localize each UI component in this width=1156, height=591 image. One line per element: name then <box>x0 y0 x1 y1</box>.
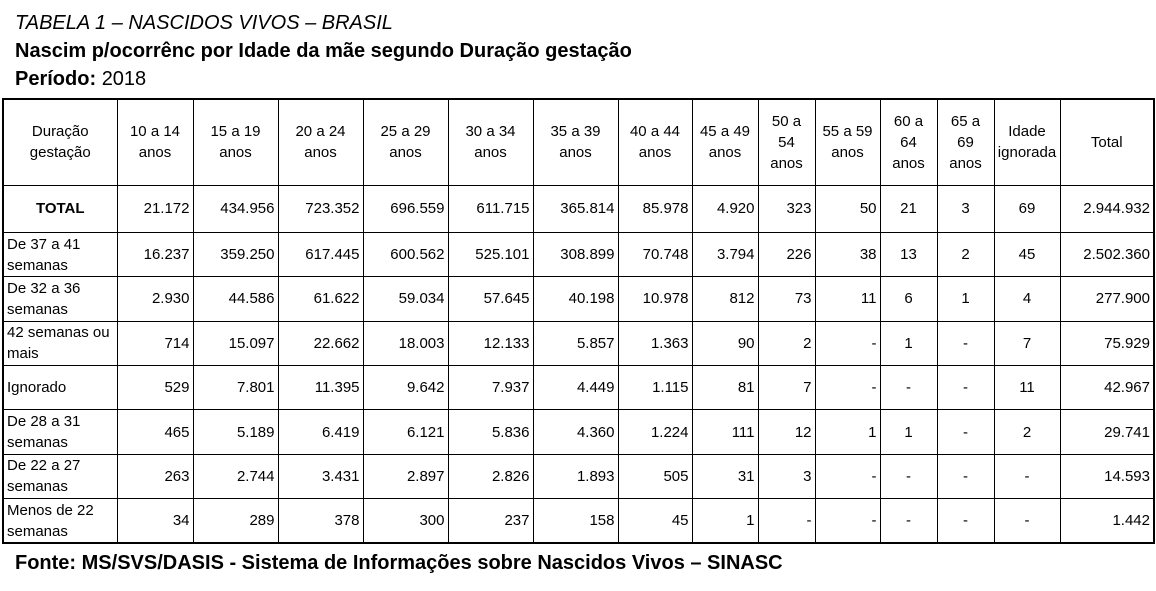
data-cell: 2.744 <box>193 454 278 498</box>
data-cell: 1 <box>692 499 758 543</box>
data-cell: 85.978 <box>618 185 692 232</box>
row-label: TOTAL <box>3 185 117 232</box>
data-cell: 42.967 <box>1060 365 1154 409</box>
data-cell: 308.899 <box>533 232 618 276</box>
data-cell: 378 <box>278 499 363 543</box>
data-cell: 5.857 <box>533 321 618 365</box>
data-cell: 2 <box>937 232 994 276</box>
data-cell: 4 <box>994 277 1060 321</box>
data-cell: 434.956 <box>193 185 278 232</box>
data-cell: 73 <box>758 277 815 321</box>
col-header: 35 a 39 anos <box>533 99 618 185</box>
data-cell: 40.198 <box>533 277 618 321</box>
table-row <box>3 410 1154 454</box>
data-cell: 7 <box>758 365 815 409</box>
data-cell: 1.893 <box>533 454 618 498</box>
data-cell: 59.034 <box>363 277 448 321</box>
data-cell: 4.360 <box>533 410 618 454</box>
data-cell: - <box>937 410 994 454</box>
col-header: Idade ignorada <box>994 99 1060 185</box>
data-cell: 5.836 <box>448 410 533 454</box>
col-header: 25 a 29 anos <box>363 99 448 185</box>
source-note: Fonte: MS/SVS/DASIS - Sistema de Informações sobre Nascidos Vivos – SINASC <box>15 552 783 574</box>
data-cell: 1 <box>880 321 937 365</box>
data-cell: 90 <box>692 321 758 365</box>
data-cell: 57.645 <box>448 277 533 321</box>
data-cell: 2.897 <box>363 454 448 498</box>
data-cell: 529 <box>117 365 193 409</box>
data-cell: 70.748 <box>618 232 692 276</box>
data-cell: 11 <box>994 365 1060 409</box>
header-row <box>3 99 1154 185</box>
data-cell: - <box>880 499 937 543</box>
data-cell: 7.937 <box>448 365 533 409</box>
data-cell: 31 <box>692 454 758 498</box>
data-cell: - <box>880 365 937 409</box>
col-header: 30 a 34 anos <box>448 99 533 185</box>
data-cell: 525.101 <box>448 232 533 276</box>
data-cell: 3 <box>758 454 815 498</box>
data-cell: 12.133 <box>448 321 533 365</box>
row-label: Menos de 22 semanas <box>3 499 117 543</box>
data-cell: 4.449 <box>533 365 618 409</box>
data-cell: 45 <box>994 232 1060 276</box>
table-body <box>3 185 1154 543</box>
data-cell: 6.419 <box>278 410 363 454</box>
data-cell: 323 <box>758 185 815 232</box>
row-label: 42 semanas ou mais <box>3 321 117 365</box>
data-cell: 696.559 <box>363 185 448 232</box>
data-cell: 237 <box>448 499 533 543</box>
table-row <box>3 232 1154 276</box>
table-row <box>3 365 1154 409</box>
data-cell: 69 <box>994 185 1060 232</box>
data-cell: - <box>937 321 994 365</box>
data-cell: 263 <box>117 454 193 498</box>
data-cell: - <box>994 454 1060 498</box>
data-cell: 1 <box>937 277 994 321</box>
data-cell: 359.250 <box>193 232 278 276</box>
data-cell: 1.115 <box>618 365 692 409</box>
data-cell: - <box>815 365 880 409</box>
data-cell: 81 <box>692 365 758 409</box>
data-cell: - <box>815 321 880 365</box>
births-table <box>2 98 1155 544</box>
data-cell: 6 <box>880 277 937 321</box>
table-row <box>3 499 1154 543</box>
col-header: 50 a 54 anos <box>758 99 815 185</box>
data-cell: 611.715 <box>448 185 533 232</box>
col-header: 45 a 49 anos <box>692 99 758 185</box>
data-cell: - <box>994 499 1060 543</box>
data-cell: 1 <box>880 410 937 454</box>
data-cell: 4.920 <box>692 185 758 232</box>
row-label: De 28 a 31 semanas <box>3 410 117 454</box>
data-cell: 9.642 <box>363 365 448 409</box>
data-cell: - <box>880 454 937 498</box>
data-cell: 723.352 <box>278 185 363 232</box>
data-cell: 38 <box>815 232 880 276</box>
col-header: 65 a 69 anos <box>937 99 994 185</box>
data-cell: 2 <box>994 410 1060 454</box>
data-cell: 277.900 <box>1060 277 1154 321</box>
col-header: Duração gestação <box>3 99 117 185</box>
data-cell: 2.944.932 <box>1060 185 1154 232</box>
data-cell: - <box>758 499 815 543</box>
data-cell: 1.442 <box>1060 499 1154 543</box>
data-cell: 3.794 <box>692 232 758 276</box>
data-cell: 44.586 <box>193 277 278 321</box>
col-header: 60 a 64 anos <box>880 99 937 185</box>
data-cell: 15.097 <box>193 321 278 365</box>
data-cell: 2.930 <box>117 277 193 321</box>
data-cell: 465 <box>117 410 193 454</box>
table-title: TABELA 1 – NASCIDOS VIVOS – BRASIL <box>15 12 393 34</box>
table-subtitle: Nascim p/ocorrênc por Idade da mãe segundo Duração gestação <box>15 40 632 62</box>
data-cell: 2 <box>758 321 815 365</box>
data-cell: 11 <box>815 277 880 321</box>
data-cell: 14.593 <box>1060 454 1154 498</box>
table-row <box>3 454 1154 498</box>
data-cell: 50 <box>815 185 880 232</box>
data-cell: 75.929 <box>1060 321 1154 365</box>
data-cell: 29.741 <box>1060 410 1154 454</box>
data-cell: 714 <box>117 321 193 365</box>
data-cell: 7 <box>994 321 1060 365</box>
col-header: 20 a 24 anos <box>278 99 363 185</box>
col-header: Total <box>1060 99 1154 185</box>
data-cell: 1.363 <box>618 321 692 365</box>
col-header: 40 a 44 anos <box>618 99 692 185</box>
data-cell: - <box>815 499 880 543</box>
data-cell: 7.801 <box>193 365 278 409</box>
data-cell: - <box>937 499 994 543</box>
data-cell: 300 <box>363 499 448 543</box>
table-row <box>3 185 1154 232</box>
data-cell: 600.562 <box>363 232 448 276</box>
data-cell: 22.662 <box>278 321 363 365</box>
data-cell: 16.237 <box>117 232 193 276</box>
data-cell: 812 <box>692 277 758 321</box>
col-header: 15 a 19 anos <box>193 99 278 185</box>
row-label: De 37 a 41 semanas <box>3 232 117 276</box>
data-cell: 289 <box>193 499 278 543</box>
data-cell: 11.395 <box>278 365 363 409</box>
data-cell: - <box>937 454 994 498</box>
data-cell: 12 <box>758 410 815 454</box>
data-cell: 3.431 <box>278 454 363 498</box>
data-cell: 13 <box>880 232 937 276</box>
data-cell: 158 <box>533 499 618 543</box>
data-cell: 1 <box>815 410 880 454</box>
table-row <box>3 277 1154 321</box>
data-cell: 45 <box>618 499 692 543</box>
data-cell: 3 <box>937 185 994 232</box>
col-header: 55 a 59 anos <box>815 99 880 185</box>
period-label: Período: <box>15 68 97 90</box>
data-cell: 5.189 <box>193 410 278 454</box>
data-cell: 6.121 <box>363 410 448 454</box>
data-cell: 18.003 <box>363 321 448 365</box>
data-cell: 2.502.360 <box>1060 232 1154 276</box>
data-cell: 111 <box>692 410 758 454</box>
data-cell: 2.826 <box>448 454 533 498</box>
data-cell: - <box>937 365 994 409</box>
data-cell: 34 <box>117 499 193 543</box>
data-cell: 617.445 <box>278 232 363 276</box>
data-cell: 61.622 <box>278 277 363 321</box>
data-cell: - <box>815 454 880 498</box>
data-cell: 505 <box>618 454 692 498</box>
data-cell: 10.978 <box>618 277 692 321</box>
row-label: De 32 a 36 semanas <box>3 277 117 321</box>
data-cell: 21 <box>880 185 937 232</box>
row-label: De 22 a 27 semanas <box>3 454 117 498</box>
period-value: 2018 <box>101 68 147 90</box>
data-cell: 21.172 <box>117 185 193 232</box>
data-cell: 365.814 <box>533 185 618 232</box>
row-label: Ignorado <box>3 365 117 409</box>
table-row <box>3 321 1154 365</box>
data-cell: 226 <box>758 232 815 276</box>
col-header: 10 a 14 anos <box>117 99 193 185</box>
data-cell: 1.224 <box>618 410 692 454</box>
period-line <box>15 66 146 92</box>
